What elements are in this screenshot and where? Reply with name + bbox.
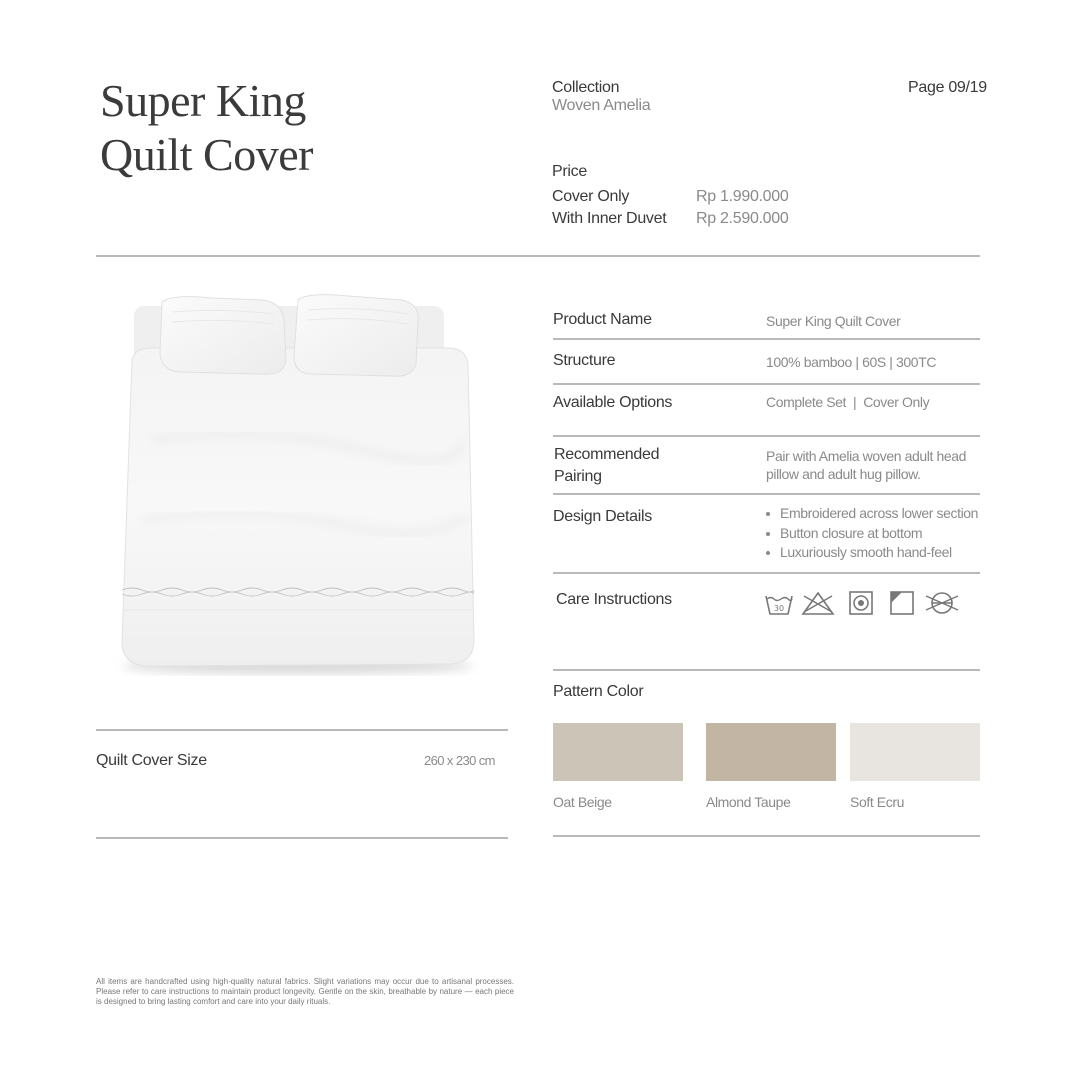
swatch-name-soft-ecru: Soft Ecru: [850, 794, 904, 810]
spec-structure-value: 100% bamboo | 60S | 300TC: [766, 354, 937, 370]
swatch-almond-taupe: [706, 723, 836, 781]
spec-divider: [553, 435, 980, 437]
dry-flat-shade-icon: [889, 590, 915, 621]
title-line-1: Super King: [100, 75, 306, 126]
spec-product-name-value: Super King Quilt Cover: [766, 313, 901, 329]
wash-30-icon: [764, 590, 794, 621]
spec-divider: [553, 338, 980, 340]
spec-product-name-label: Product Name: [553, 311, 652, 328]
size-top-divider: [96, 729, 508, 731]
title-line-2: Quilt Cover: [100, 129, 313, 180]
design-detail-item: Embroidered across lower section: [766, 504, 978, 524]
footer-note: All items are handcrafted using high-quality natural fabrics. Slight variations may occur due to artisanal processes. Please refer to care instructions to maintain product longevity. Gentle on the skin, breathable by nature — each piece is designed to bring lasting comfort and care into your daily rituals.: [96, 977, 514, 1006]
size-label: Quilt Cover Size: [96, 752, 207, 769]
spec-options-value: Complete Set | Cover Only: [766, 394, 930, 410]
collection-value: Woven Amelia: [552, 97, 651, 114]
spec-pairing-value: [766, 447, 966, 483]
product-title: [100, 74, 313, 182]
swatch-name-oat-beige: Oat Beige: [553, 794, 612, 810]
spec-divider: [553, 669, 980, 671]
price-cover-only-value: Rp 1.990.000: [696, 188, 789, 205]
swatch-soft-ecru: [850, 723, 980, 781]
collection-label: Collection: [552, 79, 620, 96]
spec-options-label: Available Options: [553, 394, 673, 411]
spec-divider: [553, 572, 980, 574]
pattern-color-label: Pattern Color: [553, 683, 644, 700]
spec-pairing-label-line-2: Pairing: [554, 468, 602, 485]
spec-pairing-value-line-2: pillow and adult hug pillow.: [766, 466, 921, 482]
price-cover-only-label: Cover Only: [552, 188, 630, 205]
design-detail-item: Luxuriously smooth hand-feel: [766, 543, 978, 563]
price-with-duvet-label: With Inner Duvet: [552, 210, 667, 227]
svg-text:30: 30: [773, 604, 785, 613]
spec-pairing-label-line-1: Recommended: [554, 446, 660, 463]
spec-design-list: [766, 504, 978, 563]
no-bleach-icon: [800, 590, 836, 621]
swatch-name-almond-taupe: Almond Taupe: [706, 794, 791, 810]
tumble-dry-icon: [848, 590, 874, 621]
size-value: 260 x 230 cm: [424, 753, 495, 768]
size-bottom-divider: [96, 837, 508, 839]
price-with-duvet-value: Rp 2.590.000: [696, 210, 789, 227]
spec-design-label: Design Details: [553, 508, 652, 525]
price-label: Price: [552, 163, 587, 180]
spec-structure-label: Structure: [553, 352, 616, 369]
design-detail-item: Button closure at bottom: [766, 524, 978, 544]
spec-pairing-label: [554, 444, 659, 488]
no-dry-clean-icon: [923, 590, 961, 621]
page-number: Page 09/19: [908, 79, 987, 96]
spec-care-label: Care Instructions: [556, 591, 672, 608]
spec-divider: [553, 383, 980, 385]
quilt-cover-image: [112, 290, 484, 676]
header-divider: [96, 255, 980, 257]
pattern-divider: [553, 835, 980, 837]
spec-divider: [553, 493, 980, 495]
swatch-oat-beige: [553, 723, 683, 781]
spec-pairing-value-line-1: Pair with Amelia woven adult head: [766, 448, 967, 464]
